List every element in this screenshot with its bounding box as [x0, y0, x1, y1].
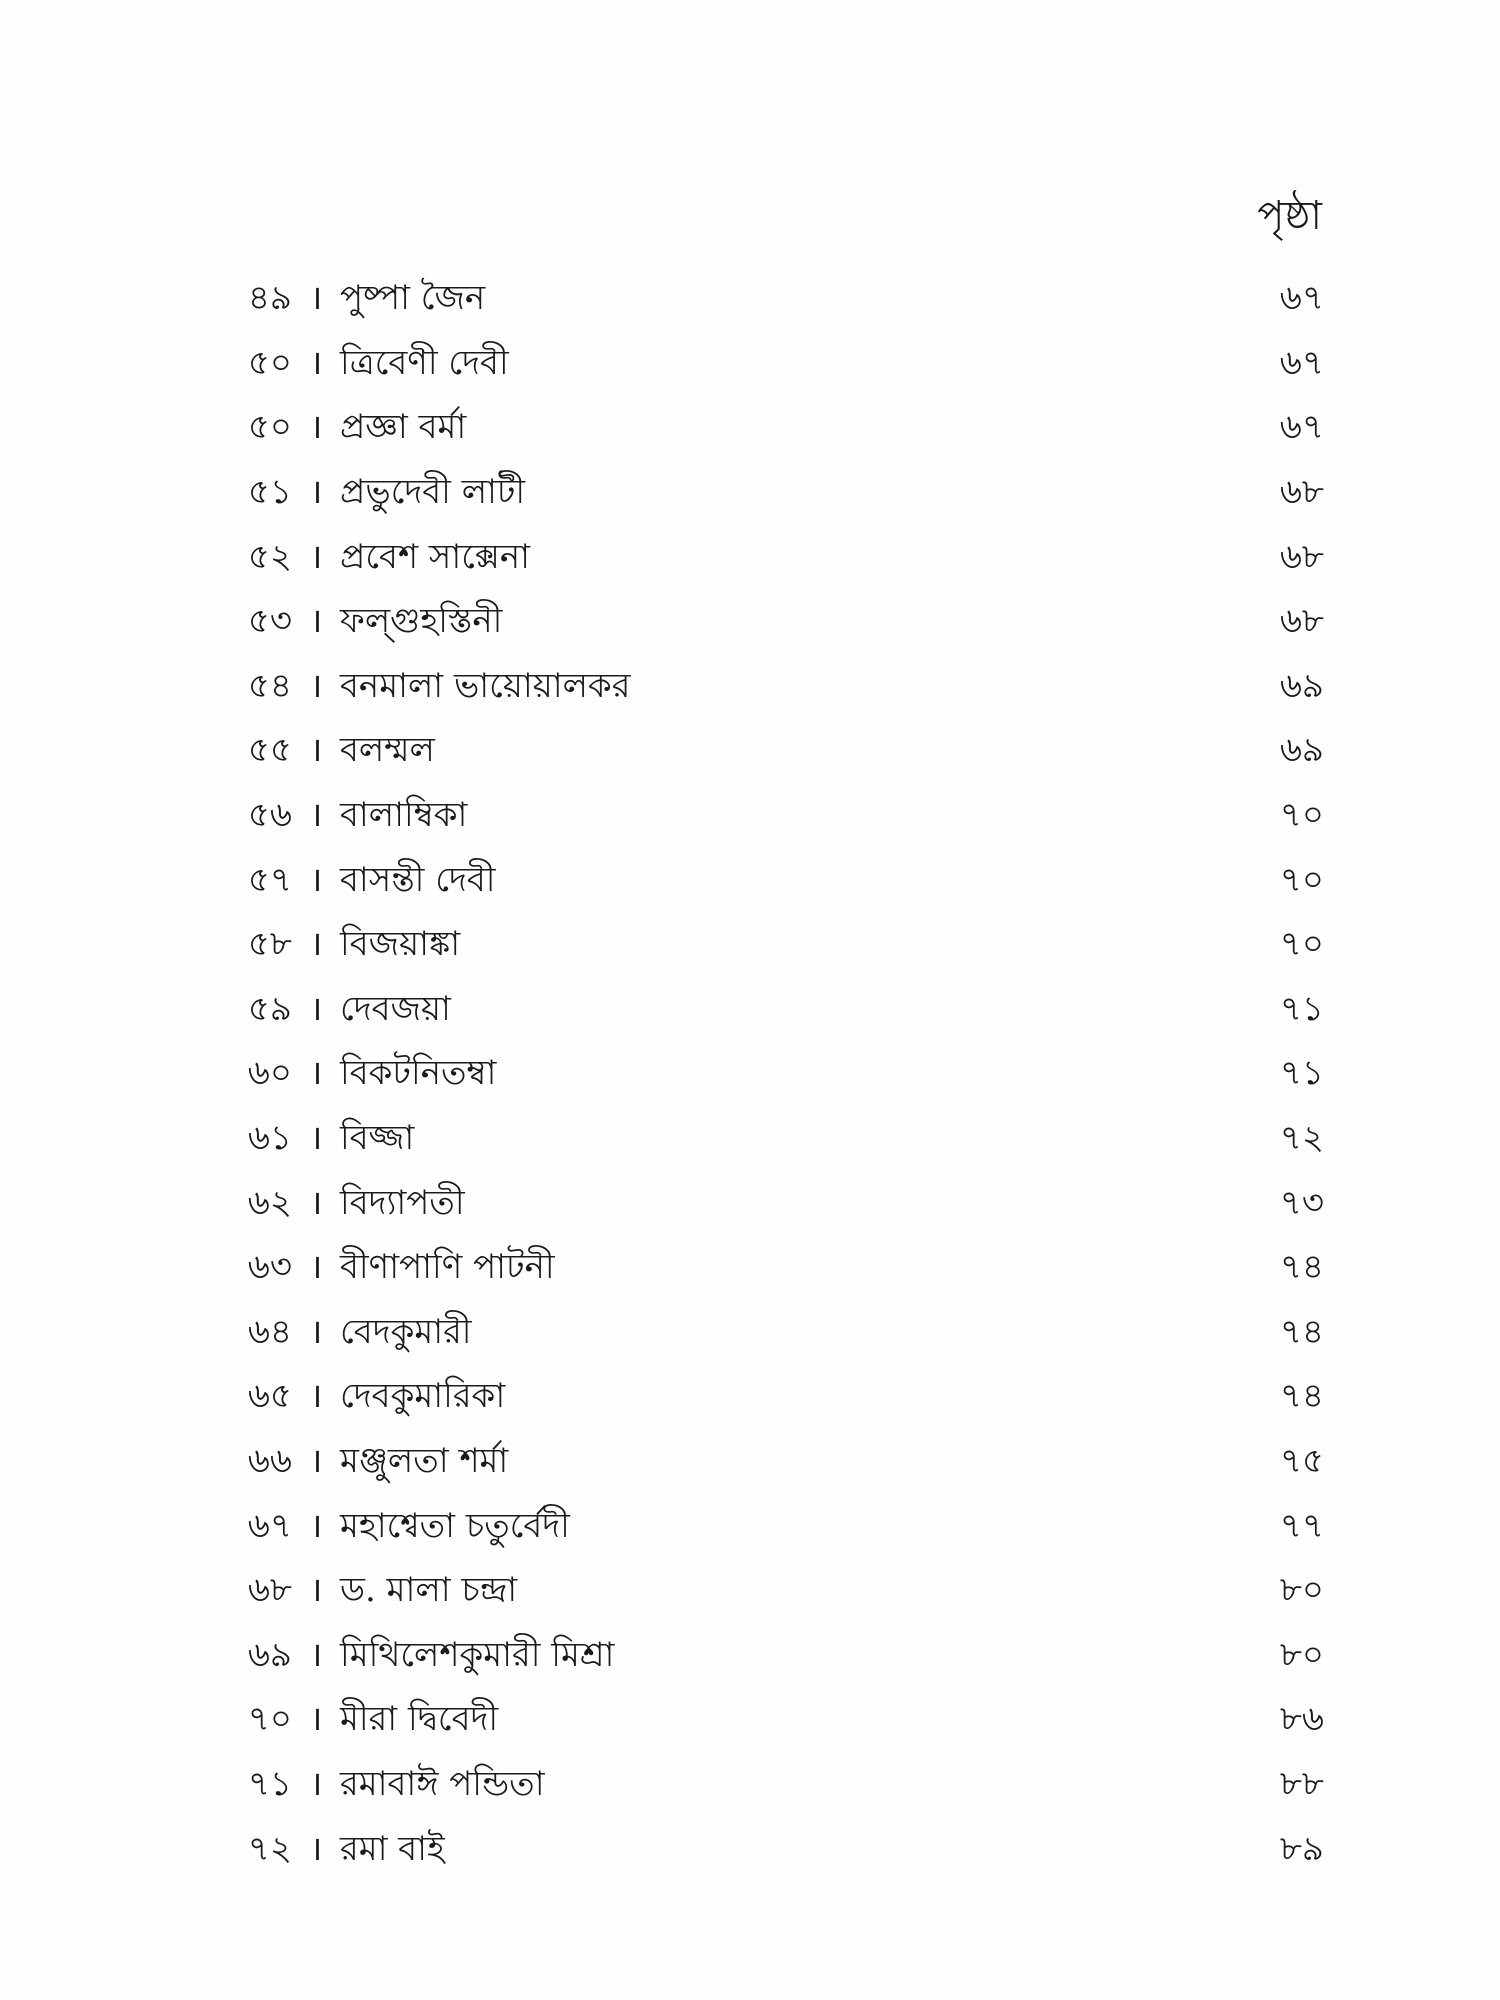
entry-page-number: ৭৩	[1279, 1182, 1324, 1223]
entry-separator: ।	[309, 988, 323, 1029]
entry-number: ৬৪	[247, 1311, 292, 1352]
entry-number: ৫০	[247, 407, 292, 448]
entry-title: বাসন্তী দেবী	[340, 859, 496, 900]
toc-entry	[204, 1170, 1324, 1235]
entry-title: বীণাপাণি পাটনী	[340, 1247, 555, 1288]
entry-page-number: ৬৮	[1279, 472, 1324, 513]
toc-entry	[204, 1816, 1324, 1881]
entry-number: ৫৬	[247, 795, 292, 836]
entry-page-number: ৬৮	[1279, 536, 1324, 577]
entry-separator: ।	[309, 342, 323, 383]
entry-title: দেবকুমারিকা	[340, 1376, 506, 1417]
entry-page-number: ৬৯	[1279, 730, 1324, 771]
entry-page-number: ৭৪	[1279, 1247, 1324, 1288]
toc-entry	[204, 977, 1324, 1042]
toc-entry	[204, 1493, 1324, 1558]
entry-number: ৫০	[247, 342, 292, 383]
entry-title: বিদ্যাপতী	[340, 1182, 465, 1223]
entry-separator: ।	[309, 1699, 323, 1740]
entry-separator: ।	[309, 1570, 323, 1611]
entry-separator: ।	[309, 730, 323, 771]
toc-entry	[204, 912, 1324, 977]
entry-page-number: ৬৭	[1279, 278, 1324, 319]
entry-page-number: ৮৯	[1279, 1828, 1324, 1869]
entry-title: ফল্গুহস্তিনী	[340, 601, 503, 642]
entry-page-number: ৬৭	[1279, 407, 1324, 448]
toc-entry	[204, 718, 1324, 783]
entry-page-number: ৭৪	[1279, 1311, 1324, 1352]
entry-title: প্রভুদেবী লাটী	[340, 472, 526, 513]
entry-separator: ।	[309, 407, 323, 448]
entry-number: ৫৮	[247, 924, 292, 965]
entry-separator: ।	[309, 1763, 323, 1804]
entry-page-number: ৭০	[1279, 924, 1324, 965]
entry-page-number: ৭০	[1279, 859, 1324, 900]
entry-title: ত্রিবেণী দেবী	[340, 342, 509, 383]
entry-page-number: ৭১	[1279, 1053, 1324, 1094]
entry-page-number: ৭৭	[1279, 1505, 1324, 1546]
entry-number: ৬২	[247, 1182, 292, 1223]
entry-number: ৬৭	[247, 1505, 292, 1546]
toc-entry	[204, 1687, 1324, 1752]
toc-entry	[204, 1622, 1324, 1687]
toc-entry	[204, 589, 1324, 654]
entry-number: ৫৫	[247, 730, 292, 771]
page-column-header: পৃষ্ঠা	[1257, 193, 1322, 239]
entry-title: ড. মালা চন্দ্রা	[340, 1570, 518, 1611]
entry-title: রমাবাঈ পন্ডিতা	[340, 1763, 545, 1804]
toc-entry	[204, 1429, 1324, 1494]
entry-separator: ।	[309, 278, 323, 319]
entry-title: বনমালা ভায়োয়ালকর	[340, 665, 631, 706]
toc-entry	[204, 266, 1324, 331]
entry-separator: ।	[309, 1053, 323, 1094]
entry-number: ৭০	[247, 1699, 292, 1740]
entry-separator: ।	[309, 859, 323, 900]
entry-title: বিজ্জা	[340, 1118, 415, 1159]
entry-page-number: ৭৪	[1279, 1376, 1324, 1417]
entry-page-number: ৭১	[1279, 988, 1324, 1029]
entry-title: মীরা দ্বিবেদী	[340, 1699, 499, 1740]
entry-separator: ।	[309, 795, 323, 836]
toc-entry	[204, 1364, 1324, 1429]
toc-entry	[204, 1235, 1324, 1300]
toc-entry	[204, 1300, 1324, 1365]
entry-page-number: ৮০	[1279, 1570, 1324, 1611]
entry-title: মঞ্জুলতা শর্মা	[340, 1440, 509, 1481]
entry-number: ৬০	[247, 1053, 292, 1094]
entry-title: মহাশ্বেতা চতুর্বেদী	[340, 1505, 570, 1546]
entry-separator: ।	[309, 536, 323, 577]
entry-separator: ।	[309, 924, 323, 965]
entry-title: পুষ্পা জৈন	[340, 278, 486, 319]
entry-page-number: ৭৫	[1279, 1440, 1324, 1481]
entry-number: ৬৯	[247, 1634, 292, 1675]
entry-title: দেবজয়া	[340, 988, 451, 1029]
toc-entry	[204, 331, 1324, 396]
table-of-contents	[204, 266, 1324, 1881]
toc-entry	[204, 1752, 1324, 1817]
toc-entry	[204, 460, 1324, 525]
entry-page-number: ৬৯	[1279, 665, 1324, 706]
entry-title: প্রবেশ সাক্সেনা	[340, 536, 531, 577]
toc-entry	[204, 1558, 1324, 1623]
entry-number: ৭১	[247, 1763, 292, 1804]
entry-page-number: ৭০	[1279, 795, 1324, 836]
entry-page-number: ৮৮	[1279, 1763, 1324, 1804]
entry-separator: ।	[309, 472, 323, 513]
entry-page-number: ৭২	[1279, 1118, 1324, 1159]
entry-separator: ।	[309, 1311, 323, 1352]
entry-number: ৬৩	[247, 1247, 292, 1288]
toc-entry	[204, 847, 1324, 912]
entry-separator: ।	[309, 1247, 323, 1288]
toc-entry	[204, 654, 1324, 719]
entry-number: ৫৪	[247, 665, 292, 706]
entry-number: ৪৯	[247, 278, 292, 319]
entry-number: ৬৬	[247, 1440, 292, 1481]
entry-page-number: ৮০	[1279, 1634, 1324, 1675]
entry-page-number: ৬৭	[1279, 342, 1324, 383]
entry-separator: ।	[309, 1634, 323, 1675]
entry-number: ৫২	[247, 536, 292, 577]
entry-title: বিজয়াঙ্কা	[340, 924, 461, 965]
entry-separator: ।	[309, 1828, 323, 1869]
entry-number: ৫৩	[247, 601, 292, 642]
entry-separator: ।	[309, 1505, 323, 1546]
entry-number: ৬১	[247, 1118, 292, 1159]
entry-separator: ।	[309, 1182, 323, 1223]
entry-number: ৬৫	[247, 1376, 292, 1417]
toc-entry	[204, 1106, 1324, 1171]
entry-number: ৫৯	[247, 988, 292, 1029]
entry-separator: ।	[309, 1440, 323, 1481]
entry-title: বালাম্বিকা	[340, 795, 468, 836]
entry-number: ৫৭	[247, 859, 292, 900]
entry-separator: ।	[309, 1376, 323, 1417]
entry-title: বলম্মল	[340, 730, 435, 771]
entry-number: ৫১	[247, 472, 292, 513]
toc-entry	[204, 783, 1324, 848]
entry-title: মিথিলেশকুমারী মিশ্রা	[340, 1634, 615, 1675]
entry-title: রমা বাই	[340, 1828, 445, 1869]
entry-title: বেদকুমারী	[340, 1311, 472, 1352]
entry-number: ৭২	[247, 1828, 292, 1869]
entry-number: ৬৮	[247, 1570, 292, 1611]
toc-entry	[204, 1041, 1324, 1106]
entry-separator: ।	[309, 601, 323, 642]
entry-separator: ।	[309, 665, 323, 706]
toc-entry	[204, 395, 1324, 460]
entry-page-number: ৬৮	[1279, 601, 1324, 642]
toc-entry	[204, 524, 1324, 589]
entry-title: প্রজ্ঞা বর্মা	[340, 407, 467, 448]
entry-page-number: ৮৬	[1279, 1699, 1324, 1740]
entry-separator: ।	[309, 1118, 323, 1159]
entry-title: বিকটনিতম্বা	[340, 1053, 497, 1094]
